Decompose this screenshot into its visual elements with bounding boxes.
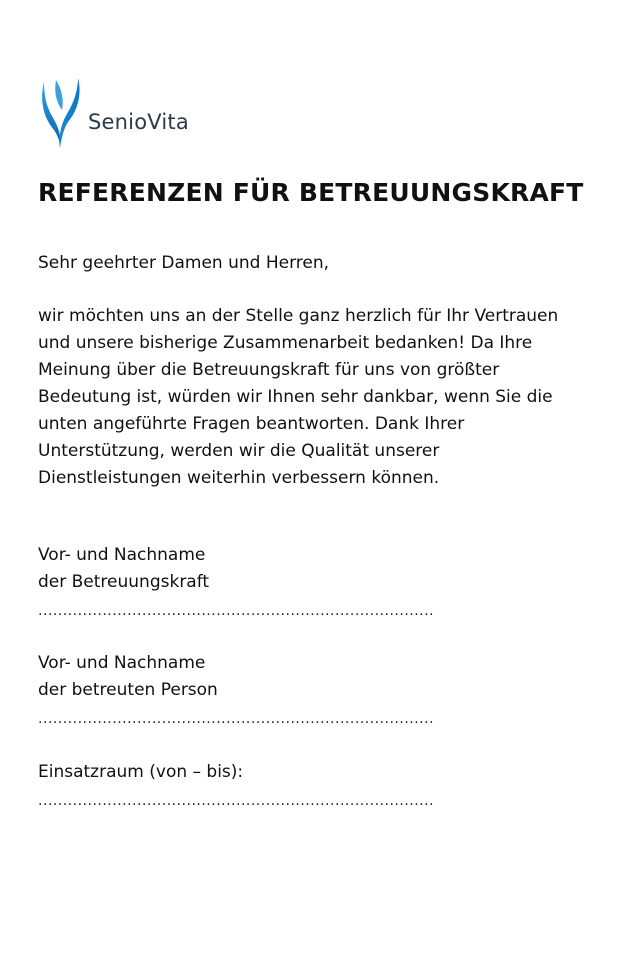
field-label: Einsatzraum (von – bis): — [38, 762, 244, 782]
logo-mark-icon — [38, 76, 84, 148]
company-logo — [38, 76, 189, 148]
field-label-line2: der betreuten Person — [38, 680, 218, 700]
salutation: Sehr geehrter Damen und Herren, — [38, 253, 330, 273]
fill-in-line: ................................................................................ — [38, 603, 435, 619]
assignment-period-field — [38, 759, 598, 816]
document-title: REFERENZEN FÜR BETREUUNGSKRAFT — [38, 178, 584, 207]
caregiver-name-field — [38, 542, 598, 626]
fill-in-line: ................................................................................ — [38, 793, 435, 809]
cared-person-name-field — [38, 650, 598, 734]
field-label-line1: Vor- und Nachname — [38, 545, 206, 565]
logo-text: SenioVita — [88, 110, 189, 134]
body-paragraph: wir möchten uns an der Stelle ganz herzlich für Ihr Vertrauen und unsere bisherige Zusammenarbeit bedanken! Da Ihre Meinung über die Betreuungskraft für uns von größter Bedeutung ist, würden wir Ihnen sehr dankbar, wenn Sie die unten angeführte Fragen beantworten. Dank Ihrer Unterstützung, werden wir die Qualität unserer Dienstleistungen weiterhin verbessern können. — [38, 306, 559, 488]
fill-in-line: ................................................................................ — [38, 711, 435, 727]
field-label-line2: der Betreuungskraft — [38, 572, 210, 592]
field-label-line1: Vor- und Nachname — [38, 653, 206, 673]
